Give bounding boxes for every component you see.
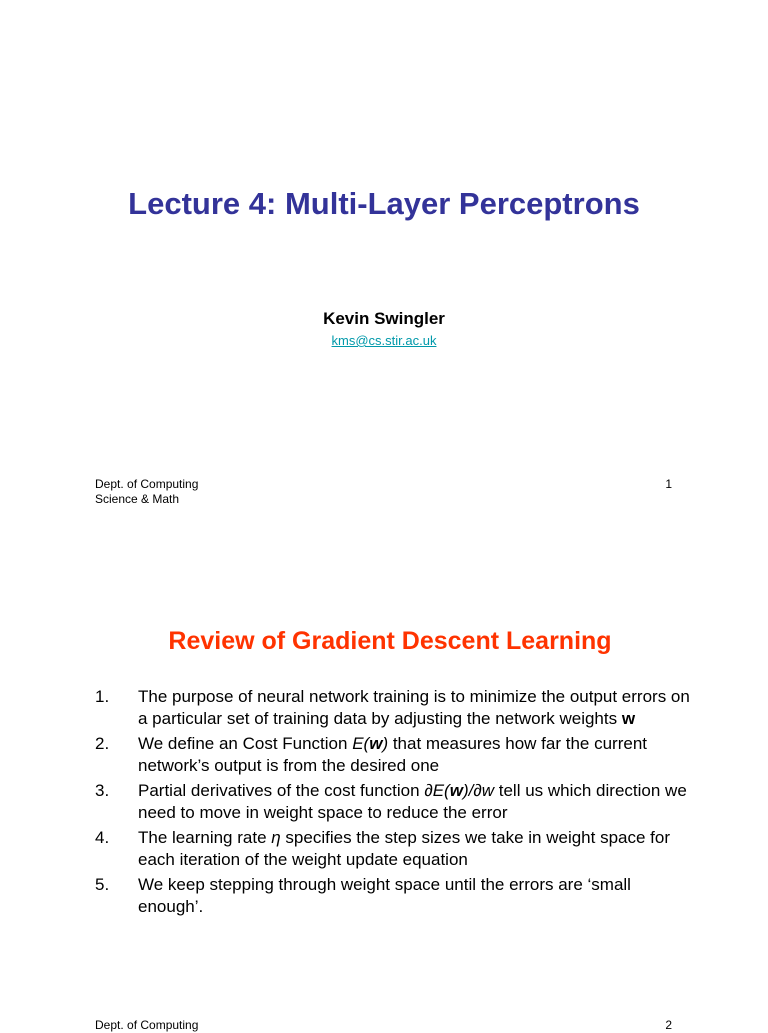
- list-item: [95, 780, 695, 824]
- math-fragment: w: [449, 781, 463, 800]
- slide1-page-number: 1: [665, 477, 672, 491]
- list-item-number: 5.: [95, 875, 110, 894]
- slide2-title: Review of Gradient Descent Learning: [168, 627, 612, 655]
- slide2-footer-dept: Dept. of Computing: [95, 1018, 199, 1032]
- list-item-text: The learning rate: [138, 828, 272, 847]
- list-item-number: 1.: [95, 687, 110, 706]
- weights-symbol: w: [621, 709, 636, 728]
- slide1-author: Kevin Swingler: [323, 309, 445, 328]
- list-item-number: 3.: [95, 781, 110, 800]
- list-item-text: tell us which direction we need to move in weight space to reduce the error: [138, 781, 687, 822]
- list-item: [95, 733, 695, 777]
- list-item-text: Partial derivatives of the cost function: [138, 781, 425, 800]
- slide1-email-container: [0, 333, 768, 348]
- slide2-numbered-list: [95, 686, 695, 921]
- slide2-page-number: 2: [665, 1018, 672, 1032]
- math-fragment: ∂E(: [424, 781, 450, 800]
- eta-symbol: η: [271, 828, 281, 847]
- math-fragment: E(: [352, 734, 370, 753]
- math-fragment: )/∂w: [462, 781, 495, 800]
- list-item-text: that measures how far the current network’s output is from the desired one: [138, 734, 648, 775]
- author-email-link[interactable]: kms@cs.stir.ac.uk: [331, 333, 437, 348]
- list-item-text: We define an Cost Function: [138, 734, 353, 753]
- list-item-text: specifies the step sizes we take in weight space for each iteration of the weight update equation: [138, 828, 671, 869]
- list-item-text: The purpose of neural network training is to minimize the output errors on a particular set of training data by adjusting the network weights: [138, 687, 690, 728]
- list-item-number: 2.: [95, 734, 110, 753]
- slide1-title: Lecture 4: Multi-Layer Perceptrons: [128, 186, 640, 221]
- footer-dept-line2: Science & Math: [95, 492, 180, 506]
- math-fragment: w: [369, 734, 383, 753]
- list-item: [95, 827, 695, 871]
- list-item-number: 4.: [95, 828, 110, 847]
- list-item: [95, 874, 695, 918]
- math-fragment: ): [382, 734, 389, 753]
- footer-dept-line1: Dept. of Computing: [95, 477, 199, 491]
- list-item: [95, 686, 695, 730]
- list-item-text: We keep stepping through weight space until the errors are ‘small enough’.: [138, 875, 631, 916]
- slide1-footer-dept: [95, 477, 198, 507]
